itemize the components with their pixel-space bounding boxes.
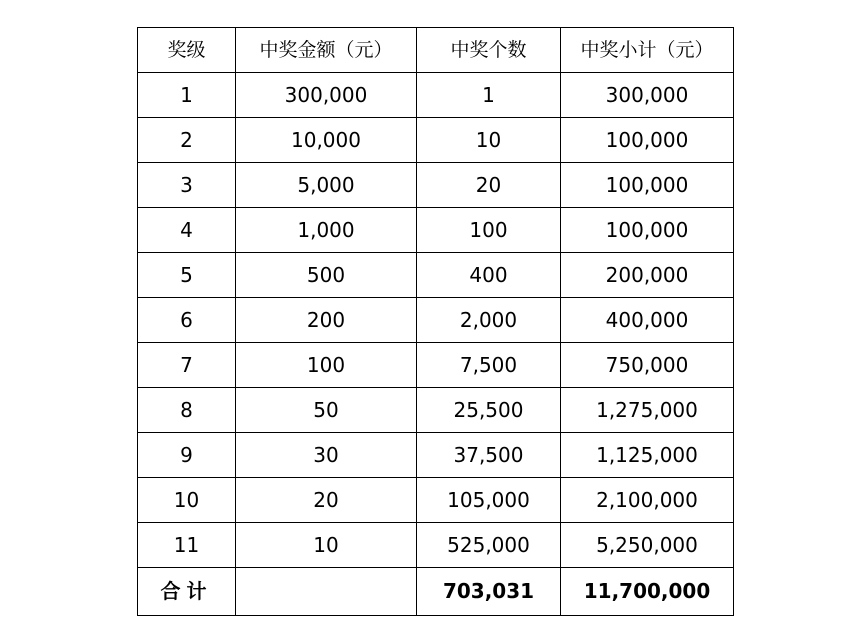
cell-winner-count: 20	[417, 163, 561, 208]
cell-prize-level: 11	[138, 523, 236, 568]
header-winner-count: 中奖个数	[417, 28, 561, 73]
cell-subtotal: 100,000	[561, 163, 734, 208]
header-row	[138, 28, 734, 73]
cell-winner-count: 1	[417, 73, 561, 118]
cell-winner-count: 2,000	[417, 298, 561, 343]
cell-prize-level: 9	[138, 433, 236, 478]
cell-prize-amount: 300,000	[236, 73, 417, 118]
table-row	[138, 73, 734, 118]
cell-prize-level: 8	[138, 388, 236, 433]
cell-prize-amount: 20	[236, 478, 417, 523]
cell-prize-level: 10	[138, 478, 236, 523]
cell-prize-amount: 10,000	[236, 118, 417, 163]
cell-prize-level: 4	[138, 208, 236, 253]
cell-winner-count: 25,500	[417, 388, 561, 433]
cell-prize-amount: 500	[236, 253, 417, 298]
cell-prize-level: 3	[138, 163, 236, 208]
cell-subtotal: 1,275,000	[561, 388, 734, 433]
cell-winner-count: 400	[417, 253, 561, 298]
cell-prize-amount: 5,000	[236, 163, 417, 208]
cell-prize-level: 6	[138, 298, 236, 343]
cell-subtotal: 100,000	[561, 118, 734, 163]
total-row	[138, 568, 734, 616]
cell-subtotal: 100,000	[561, 208, 734, 253]
prize-table	[137, 27, 734, 616]
header-prize-level: 奖级	[138, 28, 236, 73]
cell-prize-level: 2	[138, 118, 236, 163]
table-row	[138, 118, 734, 163]
cell-prize-amount: 30	[236, 433, 417, 478]
cell-winner-count: 105,000	[417, 478, 561, 523]
cell-prize-amount: 100	[236, 343, 417, 388]
total-subtotal: 11,700,000	[561, 568, 734, 616]
cell-winner-count: 7,500	[417, 343, 561, 388]
header-subtotal: 中奖小计（元）	[561, 28, 734, 73]
cell-winner-count: 37,500	[417, 433, 561, 478]
total-label: 合计	[138, 568, 236, 616]
cell-subtotal: 5,250,000	[561, 523, 734, 568]
cell-subtotal: 1,125,000	[561, 433, 734, 478]
table-body	[138, 73, 734, 616]
cell-prize-amount: 1,000	[236, 208, 417, 253]
cell-winner-count: 100	[417, 208, 561, 253]
cell-prize-amount: 10	[236, 523, 417, 568]
cell-winner-count: 525,000	[417, 523, 561, 568]
cell-subtotal: 2,100,000	[561, 478, 734, 523]
table-row	[138, 298, 734, 343]
table-row	[138, 388, 734, 433]
cell-prize-amount: 200	[236, 298, 417, 343]
table-row	[138, 253, 734, 298]
header-prize-amount: 中奖金额（元）	[236, 28, 417, 73]
cell-prize-amount: 50	[236, 388, 417, 433]
table-row	[138, 433, 734, 478]
table-row	[138, 478, 734, 523]
table-row	[138, 523, 734, 568]
cell-prize-level: 1	[138, 73, 236, 118]
cell-winner-count: 10	[417, 118, 561, 163]
total-count: 703,031	[417, 568, 561, 616]
cell-prize-level: 5	[138, 253, 236, 298]
table-row	[138, 343, 734, 388]
cell-subtotal: 750,000	[561, 343, 734, 388]
table-row	[138, 163, 734, 208]
cell-subtotal: 300,000	[561, 73, 734, 118]
cell-subtotal: 400,000	[561, 298, 734, 343]
cell-subtotal: 200,000	[561, 253, 734, 298]
cell-prize-level: 7	[138, 343, 236, 388]
table-row	[138, 208, 734, 253]
total-amount	[236, 568, 417, 616]
